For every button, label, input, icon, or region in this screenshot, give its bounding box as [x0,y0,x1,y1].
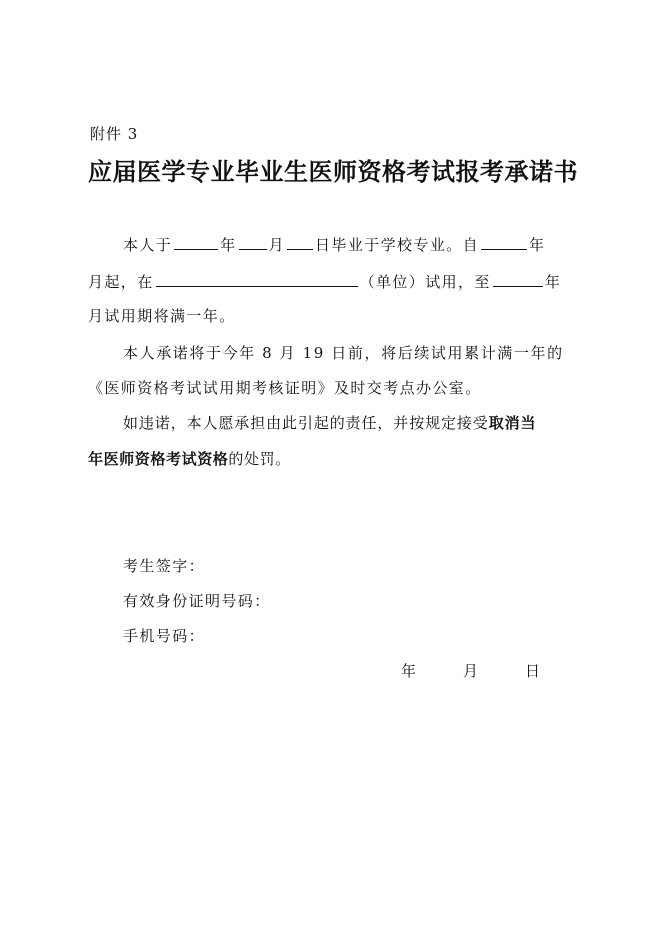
text: 的处罚。 [228,450,291,468]
id-number-label: 有效身份证明号码： [123,592,271,610]
text: 月 [268,236,286,254]
emphasis-text: 取消当 [488,414,537,432]
month-blank [239,235,267,250]
text: 月起，在 [88,273,154,291]
text: 日毕业于学校专业。自 [315,236,480,254]
para2-line1: 本人承诺将于今年 8 月 19 日前，将后续试用累计满一年的 [123,344,564,362]
year-blank [174,235,218,250]
para1-line2 [88,271,561,292]
date-day: 日 [525,662,541,680]
para1-line1 [123,234,545,255]
signature-label: 考生签字： [123,557,206,575]
para3-line1 [123,412,536,433]
emphasis-text: 年医师资格考试资格 [88,450,229,468]
text: 年 [220,236,237,254]
unit-blank [156,272,358,287]
text: （单位）试用，至 [359,273,491,291]
attachment-label: 附件 3 [90,125,139,143]
para3-line2 [88,448,291,469]
phone-label: 手机号码： [123,627,206,645]
document-title: 应届医学专业毕业生医师资格考试报考承诺书 [88,158,578,186]
text: 年 [529,236,546,254]
text: 如违诺，本人愿承担由此引起的责任，并按规定接受 [123,414,489,432]
date-year: 年 [401,662,417,680]
text: 年 [544,273,562,291]
para2-line2: 《医师资格考试试用期考核证明》及时交考点办公室。 [88,379,482,397]
date-month: 月 [463,662,479,680]
para1-line3: 月试用期将满一年。 [88,307,236,325]
text: 本人于 [123,236,173,254]
start-year-blank [481,235,527,250]
day-blank [287,235,313,250]
end-year-blank [493,272,543,287]
